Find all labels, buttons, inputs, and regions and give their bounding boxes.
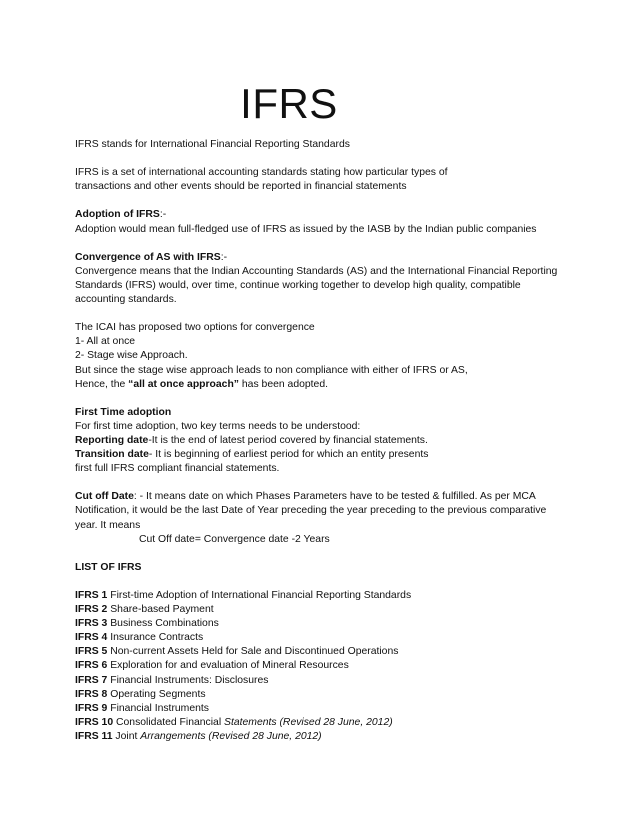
ifrs-code: IFRS 10 <box>75 716 114 728</box>
transition-date-text: - It is beginning of earliest period for which an entity presents <box>148 449 429 461</box>
ifrs-list-item <box>75 716 575 730</box>
conclusion-suffix: has been adopted. <box>239 378 328 390</box>
adoption-heading <box>75 208 575 222</box>
ifrs-title: Share-based Payment <box>107 604 214 616</box>
ifrs-code: IFRS 6 <box>75 660 108 672</box>
ifrs-title-italic: Statements (Revised 28 June, 2012) <box>224 716 393 728</box>
reporting-date-term: Reporting date <box>75 434 149 446</box>
list-heading: LIST OF IFRS <box>75 561 142 573</box>
reporting-date-line <box>75 434 575 448</box>
ifrs-list-item <box>75 603 575 617</box>
ifrs-code: IFRS 9 <box>75 702 108 714</box>
ifrs-title: Operating Segments <box>107 688 206 700</box>
transition-date-line <box>75 448 575 462</box>
option-item: 1- All at once <box>75 336 136 348</box>
convergence-heading-suffix: :- <box>220 251 228 263</box>
ifrs-title: First-time Adoption of International Financial Reporting Standards <box>107 590 412 601</box>
convergence-line: Convergence means that the Indian Accounting Standards (AS) and the International Financial Reporting <box>75 265 558 277</box>
definition-line: IFRS is a set of international accounting standards stating how particular types of <box>75 167 448 179</box>
ifrs-code: IFRS 4 <box>75 632 108 644</box>
ifrs-list-item <box>75 730 575 744</box>
ifrs-title: Financial Instruments: Disclosures <box>107 674 269 686</box>
cutoff-line <box>75 490 575 504</box>
cutoff-section <box>75 490 575 546</box>
convergence-line: Standards (IFRS) would, over time, continue working together to develop high quality, compatible <box>75 279 521 291</box>
options-conclusion <box>75 378 575 392</box>
definition-line: transactions and other events should be reported in financial statements <box>75 181 407 193</box>
ifrs-code: IFRS 5 <box>75 646 108 658</box>
ifrs-list <box>75 589 575 744</box>
adoption-heading-suffix: :- <box>159 209 167 221</box>
options-intro: The ICAI has proposed two options for convergence <box>75 322 315 334</box>
ifrs-title: Business Combinations <box>107 618 219 630</box>
cutoff-formula: Cut Off date= Convergence date -2 Years <box>139 533 330 545</box>
ifrs-title: Financial Instruments <box>107 702 209 714</box>
adoption-heading-text: Adoption of IFRS <box>75 209 160 221</box>
options-section <box>75 321 575 391</box>
options-reason: But since the stage wise approach leads to non compliance with either of IFRS or AS, <box>75 364 468 376</box>
ifrs-code: IFRS 8 <box>75 688 108 700</box>
reporting-date-text: -It is the end of latest period covered by financial statements. <box>148 434 428 446</box>
ifrs-list-item <box>75 645 575 659</box>
definition-paragraph <box>75 166 575 194</box>
ifrs-title: Non-current Assets Held for Sale and Discontinued Operations <box>107 646 399 658</box>
ifrs-list-item <box>75 617 575 631</box>
ifrs-list-item <box>75 688 575 702</box>
first-time-section <box>75 406 575 476</box>
first-time-heading: First Time adoption <box>75 406 172 418</box>
ifrs-code: IFRS 11 <box>75 730 113 742</box>
ifrs-title: Consolidated Financial <box>113 716 225 728</box>
ifrs-list-item <box>75 702 575 716</box>
document-title: IFRS <box>240 80 338 127</box>
cutoff-text: : - It means date on which Phases Parameters have to be tested & fulfilled. As per MCA <box>133 491 536 503</box>
ifrs-list-item <box>75 631 575 645</box>
ifrs-code: IFRS 7 <box>75 674 108 686</box>
transition-date-term: Transition date <box>75 449 149 461</box>
cutoff-term: Cut off Date <box>75 491 134 503</box>
ifrs-code: IFRS 3 <box>75 618 108 630</box>
convergence-heading-text: Convergence of AS with IFRS <box>75 251 221 263</box>
option-item: 2- Stage wise Approach. <box>75 350 188 362</box>
ifrs-code: IFRS 2 <box>75 604 108 616</box>
ifrs-list-item <box>75 659 575 673</box>
adoption-section <box>75 208 575 236</box>
ifrs-code: IFRS 1 <box>75 590 108 601</box>
ifrs-title: Insurance Contracts <box>107 632 204 644</box>
conclusion-emphasis: “all at once approach” <box>128 378 240 390</box>
ifrs-title: Exploration for and evaluation of Mineral Resources <box>107 660 349 672</box>
intro-paragraph: IFRS stands for International Financial Reporting Standards <box>75 139 350 150</box>
convergence-section <box>75 251 575 307</box>
first-time-intro: For first time adoption, two key terms needs to be understood: <box>75 420 361 432</box>
ifrs-list-item <box>75 589 575 603</box>
convergence-line: accounting standards. <box>75 294 177 306</box>
cutoff-line: Notification, it would be the last Date of Year preceding the year preceding to the previous comparative <box>75 505 547 517</box>
adoption-text: Adoption would mean full-fledged use of IFRS as issued by the IASB by the Indian public companies <box>75 223 537 235</box>
transition-date-continuation: first full IFRS compliant financial statements. <box>75 463 280 475</box>
ifrs-title: Joint <box>112 730 141 742</box>
ifrs-title-italic: Arrangements (Revised 28 June, 2012) <box>140 730 322 742</box>
conclusion-prefix: Hence, the <box>75 378 129 390</box>
convergence-heading <box>75 251 575 265</box>
document-body <box>75 138 575 744</box>
ifrs-list-item <box>75 674 575 688</box>
cutoff-line: year. It means <box>75 519 141 531</box>
